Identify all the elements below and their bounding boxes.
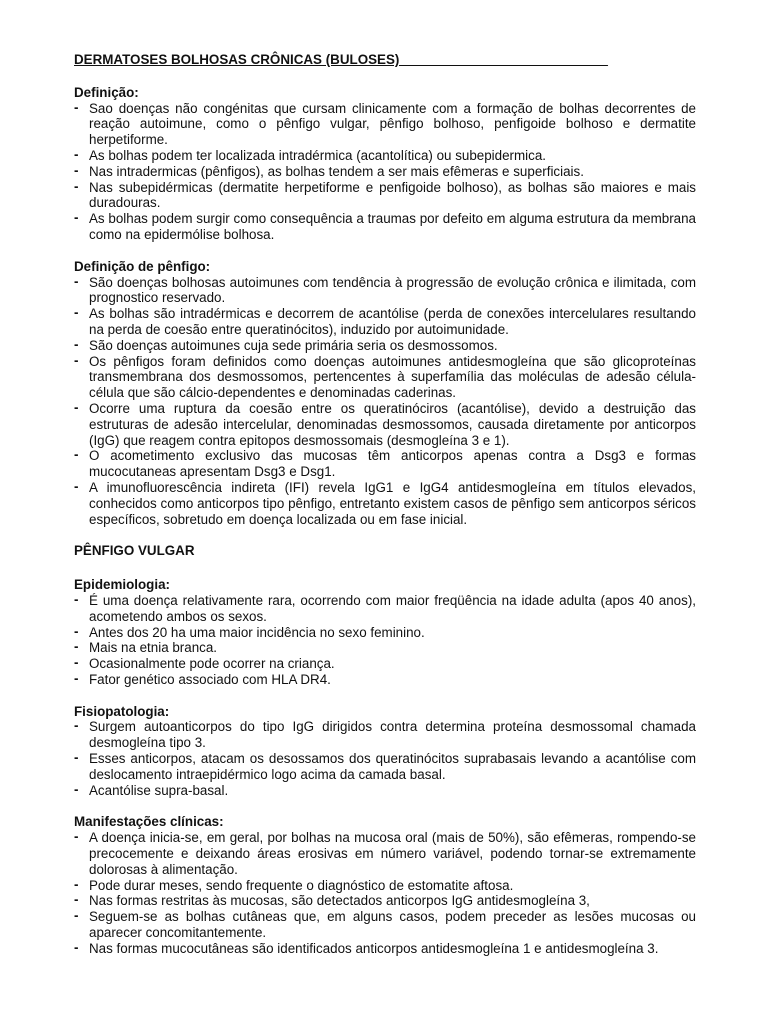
list-epidemiologia xyxy=(74,593,696,688)
list-item: - É uma doença relativamente rara, ocorrendo com maior freqüência na idade adulta (apos 40 anos), acometendo ambos os sexos. xyxy=(74,593,696,625)
list-item: - Nas formas mucocutâneas são identificados anticorpos antidesmogleína 1 e antidesmogleína 3. xyxy=(74,941,696,957)
list-item: - As bolhas podem ter localizada intradérmica (acantolítica) ou subepidermica. xyxy=(74,148,696,164)
list-item: - Nas intradermicas (pênfigos), as bolhas tendem a ser mais efêmeras e superficiais. xyxy=(74,164,696,180)
list-item: - A doença inicia-se, em geral, por bolhas na mucosa oral (mais de 50%), são efêmeras, rompendo-se precocemente e deixando áreas erosivas em número variável, podendo tornar-se extremamente dolorosas à alimentação. xyxy=(74,830,696,877)
list-item: - São doenças bolhosas autoimunes com tendência à progressão de evolução crônica e ilimitada, com prognostico reservado. xyxy=(74,275,696,307)
heading-manifestacoes: Manifestações clínicas: xyxy=(74,814,224,830)
list-item: - Ocorre uma ruptura da coesão entre os queratinóciros (acantólise), devido a destruição das estruturas de adesão intercelular, denominadas desmossomos, causada diretamente por anticorpos (IgG) que reagem contra epitopos desmossomais (desmogleína 3 e 1). xyxy=(74,401,696,448)
document-title: DERMATOSES BOLHOSAS CRÔNICAS (BULOSES)____________________________ xyxy=(74,52,608,67)
section-manifestacoes xyxy=(74,814,696,956)
section-title-penfigo-vulgar: PÊNFIGO VULGAR xyxy=(74,543,195,559)
list-item: - Acantólise supra-basal. xyxy=(74,783,696,799)
document-page xyxy=(74,52,696,973)
list-item: - Fator genético associado com HLA DR4. xyxy=(74,672,696,688)
list-item: - Mais na etnia branca. xyxy=(74,640,696,656)
list-item: - Antes dos 20 ha uma maior incidência no sexo feminino. xyxy=(74,625,696,641)
list-item: - Os pênfigos foram definidos como doenças autoimunes antidesmogleína que são glicoproteínas transmembrana dos desmossomos, pertencentes à superfamília das moléculas de adesão célula-célula que são cálcio-dependentes e denominadas caderinas. xyxy=(74,354,696,401)
list-definicao xyxy=(74,101,696,243)
section-fisiopatologia xyxy=(74,704,696,799)
section-epidemiologia xyxy=(74,577,696,688)
list-item: - Nas subepidérmicas (dermatite herpetiforme e penfigoide bolhoso), as bolhas são maiores e mais duradouras. xyxy=(74,180,696,212)
list-definicao-penfigo xyxy=(74,275,696,528)
section-definicao-penfigo xyxy=(74,259,696,528)
list-item: - Pode durar meses, sendo frequente o diagnóstico de estomatite aftosa. xyxy=(74,878,696,894)
list-item: - Surgem autoanticorpos do tipo IgG dirigidos contra determina proteína desmossomal chamada desmogleína tipo 3. xyxy=(74,719,696,751)
list-item: - A imunofluorescência indireta (IFI) revela IgG1 e IgG4 antidesmogleína em títulos elevados, conhecidos como anticorpos tipo pênfigo, entretanto existem casos de pênfigo sem anticorpos séricos específicos, sobretudo em doença localizada ou em fase inicial. xyxy=(74,480,696,527)
list-item: - Ocasionalmente pode ocorrer na criança. xyxy=(74,656,696,672)
section-definicao xyxy=(74,85,696,243)
list-item: - As bolhas podem surgir como consequência a traumas por defeito em alguma estrutura da membrana como na epidermólise bolhosa. xyxy=(74,211,696,243)
list-item: - Sao doenças não congénitas que cursam clinicamente com a formação de bolhas decorrentes de reação autoimune, como o pênfigo vulgar, pênfigo bolhoso, penfigoide bolhoso e dermatite herpetiforme. xyxy=(74,101,696,148)
heading-definicao: Definição: xyxy=(74,84,139,100)
list-item: - O acometimento exclusivo das mucosas têm anticorpos apenas contra a Dsg3 e formas mucocutaneas apresentam Dsg3 e Dsg1. xyxy=(74,448,696,480)
list-item: - Nas formas restritas às mucosas, são detectados anticorpos IgG antidesmogleína 3, xyxy=(74,893,696,909)
list-item: - São doenças autoimunes cuja sede primária seria os desmossomos. xyxy=(74,338,696,354)
heading-epidemiologia: Epidemiologia: xyxy=(74,577,170,593)
list-item: - As bolhas são intradérmicas e decorrem de acantólise (perda de conexões intercelulares resultando na perda de coesão entre queratinócitos), induzido por autoimunidade. xyxy=(74,306,696,338)
heading-fisiopatologia: Fisiopatologia: xyxy=(74,703,170,719)
list-item: - Esses anticorpos, atacam os desossamos dos queratinócitos suprabasais levando a acantólise com deslocamento intraepidérmico logo acima da camada basal. xyxy=(74,751,696,783)
list-item: - Seguem-se as bolhas cutâneas que, em alguns casos, podem preceder as lesões mucosas ou aparecer concomitantemente. xyxy=(74,909,696,941)
list-fisiopatologia xyxy=(74,719,696,798)
heading-definicao-penfigo: Definição de pênfigo: xyxy=(74,258,211,274)
list-manifestacoes xyxy=(74,830,696,956)
